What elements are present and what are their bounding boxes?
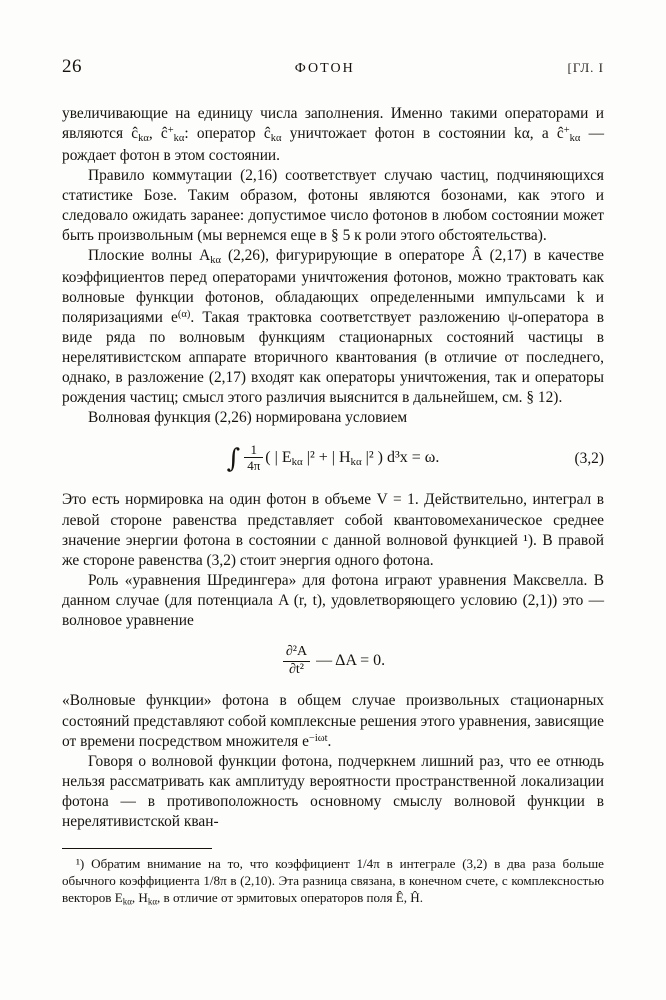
paragraph: Правило коммутации (2,16) соответствует случаю частиц, подчиняющихся статистике Бозе. Таким образом, фотоны являются бозонами, как этого и следовало ожидать заранее: допустимое число фотонов в любом состоянии может быть произвольным (мы вернемся еще в § 5 к роли этого обстоятельства). — [62, 166, 604, 245]
equation-number: (3,2) — [574, 450, 604, 468]
paragraph: «Волновые функции» фотона в общем случае произвольных стационарных состояний представляют собой комплексные решения этого уравнения, зависящие от времени посредством множителя $e^{-i\omega t}$. — [62, 692, 604, 750]
fraction — [283, 645, 310, 677]
equation-body: — ΔA = 0. — [316, 651, 386, 669]
paragraph: Роль «уравнения Шредингера» для фотона играют уравнения Максвелла. В данном случае (для потенциала A (r, t), удовлетворяющего условию (2,1)) это — волновое уравнение — [62, 571, 604, 629]
wave-equation — [62, 645, 604, 677]
running-head — [62, 56, 604, 78]
page-body — [62, 104, 604, 908]
footnote-text — [62, 856, 604, 907]
footnote-marker: ¹) — [76, 856, 85, 872]
page-number: 26 — [62, 56, 82, 77]
paragraph: Это есть нормировка на один фотон в объеме V = 1. Действительно, интеграл в левой стороне равенства представляет собой квантовомеханическое среднее значение энергии фотона в состоянии с данной волновой функцией ¹). В правой же стороне равенства (3,2) стоит энергия одного фотона. — [62, 491, 604, 569]
fraction-denominator: 4π — [247, 458, 261, 474]
paragraph: увеличивающие на единицу числа заполнения. Именно такими операторами и являются $ĉ_{k\alpha}$, $ĉ^+_{k\alpha}$: оператор $ĉ_{k\alpha}$ уничтожает фотон в состоянии kα, а $ĉ^+_{k\alpha}$ — рождает фотон в этом состоянии. — [62, 105, 605, 164]
paragraph: Плоские волны $A_{k\alpha}$ (2,26), фигурирующие в операторе Â (2,17) в качестве коэффициентов перед операторами уничтожения фотонов, можно трактовать как волновые функции фотонов, обладающих определенными импульсами k и поляризациями $e^{(\alpha)}$. Такая трактовка соответствует разложению ψ-оператора в виде ряда по волновым функциям стационарных состояний частицы в нерелятивистском аппарате вторичного квантования (в отличие от последнего, однако, в разложение (2,17) входят как операторы уничтожения, так и операторы рождения частиц; смысл этого различия выяснится в дальнейшем, см. § 12). — [62, 247, 605, 407]
paragraph: Волновая функция (2,26) нормирована условием — [88, 409, 408, 427]
equation-3-2 — [62, 443, 604, 477]
fraction-numerator: ∂²A — [283, 645, 310, 662]
paragraph: Говоря о волновой функции фотона, подчеркнем лишний раз, что ее отнюдь нельзя рассматривать как амплитуду вероятности пространственной локализации фотона — в противоположность основному смыслу волновой функции в нерелятивистской кван- — [62, 752, 604, 831]
fraction — [244, 443, 263, 473]
fraction-numerator: 1 — [244, 443, 263, 459]
footnote-body: Обратим внимание на то, что коэффициент 1/4π в интеграле (3,2) в два раза больше обычного коэффициента 1/8π в (2,10). Эта разница связана, в конечном счете, с комплексностью векторов $E_{k\alpha}$, $H_{k\alpha}$, в отличие от эрмитовых операторов поля Ê, Ĥ. — [62, 856, 604, 907]
chapter-marker: [ГЛ. I — [567, 60, 604, 75]
fraction-denominator: ∂t² — [288, 661, 304, 677]
equation-body: ( | $E_{k\alpha}$ |² + | $H_{k\alpha}$ |² ) d³x = ω. — [265, 448, 440, 468]
running-title: ФОТОН — [294, 61, 355, 76]
footnote-divider — [62, 848, 212, 849]
footnote — [62, 856, 604, 907]
integral-sign: ∫ — [226, 443, 241, 474]
